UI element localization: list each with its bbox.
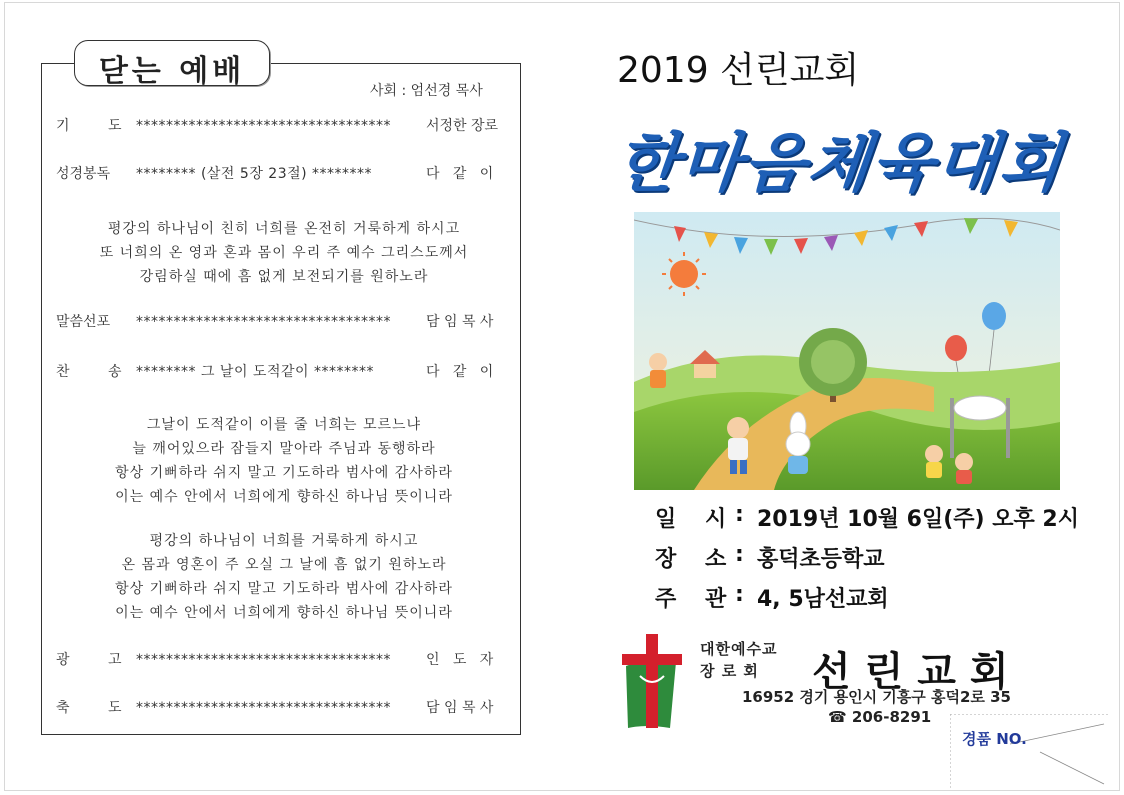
info-value: 4, 5남선교회	[757, 587, 889, 612]
scripture-line: 평강의 하나님이 친히 너희를 온전히 거룩하게 하시고	[107, 221, 461, 237]
scripture-line: 강림하실 때에 흠 없게 보전되기를 원하노라	[139, 269, 429, 285]
info-value: 홍덕초등학교	[757, 547, 885, 572]
denomination-line-2: 장 로 회	[700, 662, 759, 680]
program-row-sermon	[56, 310, 512, 334]
program-item-label-2: 도	[108, 700, 122, 716]
program-row-benediction	[56, 696, 512, 720]
program-row-hymn	[56, 360, 512, 384]
program-item-label: 축	[56, 700, 70, 716]
info-key-1: 일	[655, 507, 677, 532]
hymn-line: 항상 기뻐하라 쉬지 말고 기도하라 범사에 감사하라	[115, 465, 453, 481]
program-stars: **********************************	[136, 652, 391, 668]
church-address: 16952 경기 용인시 기흥구 홍덕2로 35	[742, 688, 1011, 706]
info-colon: :	[735, 582, 744, 607]
section-title-tab	[74, 40, 270, 89]
program-item-label: 찬	[56, 364, 70, 380]
program-item-label: 말씀선포	[56, 314, 111, 330]
info-key-2: 시	[705, 507, 727, 532]
presider-line: 사회 : 엄선경 목사	[370, 83, 483, 99]
info-key-2: 관	[705, 587, 727, 612]
denomination-line-1: 대한예수교	[700, 640, 778, 658]
program-stars: **********************************	[136, 118, 391, 134]
hymn-line: 온 몸과 영혼이 주 오실 그 날에 흠 없기 원하노라	[121, 557, 447, 573]
prize-number-label: 경품 NO.	[962, 730, 1027, 748]
phone-number: 206-8291	[851, 708, 932, 726]
hymn-line: 그날이 도적같이 이를 줄 너희는 모르느냐	[146, 417, 422, 433]
program-leader: 담 임 목 사	[426, 314, 494, 330]
program-row-scripture	[56, 162, 512, 186]
program-stars: **********************************	[136, 700, 391, 716]
scripture-line: 또 너희의 온 영과 혼과 몸이 우리 주 예수 그리스도께서	[99, 245, 469, 261]
program-item-label-2: 송	[108, 364, 122, 380]
program-stars: **********************************	[136, 314, 391, 330]
prize-ticket-stub	[950, 714, 1110, 790]
hymn-line: 이는 예수 안에서 너희에게 향하신 하나님 뜻이니라	[115, 489, 453, 505]
program-item-label-2: 고	[108, 652, 122, 668]
program-leader: 서정한 장로	[426, 118, 499, 134]
program-stars: ******** 그 날이 도적같이 ********	[136, 364, 374, 380]
program-stars: ******** (살전 5장 23절) ********	[136, 166, 373, 182]
info-colon: :	[735, 542, 744, 567]
program-leader: 다 같 이	[426, 166, 494, 182]
event-title: 한마음체육대회	[612, 127, 1068, 201]
church-cross-logo	[618, 632, 690, 732]
program-item-label-2: 도	[108, 118, 122, 134]
info-value: 2019년 10월 6일(주) 오후 2시	[757, 507, 1079, 532]
church-phone	[828, 708, 931, 726]
hymn-line: 이는 예수 안에서 너희에게 향하신 하나님 뜻이니라	[115, 605, 453, 621]
phone-icon: ☎	[828, 708, 847, 726]
program-leader: 담 임 목 사	[426, 700, 494, 716]
program-leader: 인 도 자	[426, 652, 494, 668]
program-leader: 다 같 이	[426, 364, 494, 380]
program-item-label: 성경봉독	[56, 166, 111, 182]
hymn-line: 평강의 하나님이 너희를 거룩하게 하시고	[149, 533, 419, 549]
hymn-line: 항상 기뻐하라 쉬지 말고 기도하라 범사에 감사하라	[115, 581, 453, 597]
church-name: 선린교회	[812, 649, 1023, 695]
info-key-2: 소	[705, 547, 727, 572]
info-key-1: 주	[655, 587, 677, 612]
year-church-title: 2019 선린교회	[617, 50, 860, 91]
program-row-prayer	[56, 114, 512, 138]
section-title: 닫는 예배	[98, 54, 246, 89]
info-key-1: 장	[655, 547, 677, 572]
program-row-announcements	[56, 648, 512, 672]
program-item-label: 광	[56, 652, 70, 668]
info-colon: :	[735, 502, 744, 527]
program-item-label: 기	[56, 118, 70, 134]
sports-day-illustration	[634, 212, 1060, 490]
hymn-line: 늘 깨어있으라 잠들지 말아라 주님과 동행하라	[132, 441, 436, 457]
